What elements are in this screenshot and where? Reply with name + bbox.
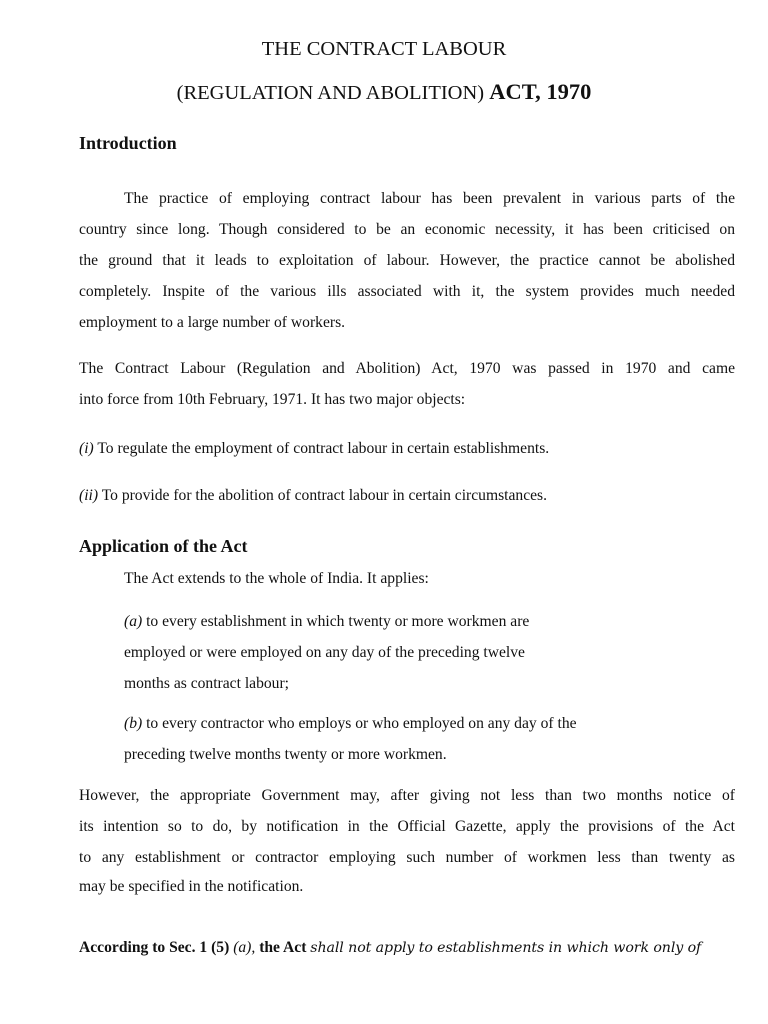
- title-act-year: ACT, 1970: [489, 79, 592, 104]
- document-title-line-1: THE CONTRACT LABOUR: [261, 38, 507, 60]
- item-text: to every contractor who employs or who employed on any day of the: [146, 715, 577, 732]
- application-item-b-line: [124, 714, 577, 734]
- section-1-5-line: [79, 938, 701, 958]
- intro-para1-line: country since long. Though considered to be an economic necessity, it has been criticised on: [79, 221, 735, 238]
- intro-para2-line: The Contract Labour (Regulation and Abolition) Act, 1970 was passed in 1970 and came: [79, 360, 735, 377]
- section-reference: According to Sec. 1 (5): [79, 939, 230, 956]
- exemption-text: shall not apply to establishments in which work only of: [310, 940, 702, 956]
- application-item-a-line: [124, 612, 529, 632]
- object-item-1: [79, 439, 549, 459]
- application-item-a-line: employed or were employed on any day of the preceding twelve: [124, 644, 525, 661]
- intro-para2-line: into force from 10th February, 1971. It has two major objects:: [79, 391, 466, 408]
- application-para-line: to any establishment or contractor employing such number of workmen less than twenty as: [79, 849, 735, 866]
- document-title-line-2: [0, 79, 768, 105]
- object-marker: (i): [79, 440, 94, 457]
- item-text: to every establishment in which twenty or more workmen are: [146, 613, 530, 630]
- clause-marker: (a),: [233, 939, 256, 956]
- item-marker: (b): [124, 715, 143, 732]
- application-para-line: its intention so to do, by notification in the Official Gazette, apply the provisions of the Act: [79, 818, 735, 835]
- object-text: To provide for the abolition of contract labour in certain circumstances.: [101, 487, 548, 504]
- application-heading: Application of the Act: [79, 536, 248, 556]
- intro-para1-line: completely. Inspite of the various ills associated with it, the system provides much needed: [79, 283, 735, 300]
- object-text: To regulate the employment of contract labour in certain establishments.: [97, 440, 550, 457]
- object-item-2: [79, 486, 547, 506]
- application-item-a-line: months as contract labour;: [124, 675, 289, 692]
- intro-para1-line: The practice of employing contract labour has been prevalent in various parts of the: [124, 190, 735, 207]
- intro-para1-line: employment to a large number of workers.: [79, 314, 346, 331]
- application-para-line: may be specified in the notification.: [79, 878, 304, 895]
- application-item-b-line: preceding twelve months twenty or more workmen.: [124, 746, 447, 763]
- object-marker: (ii): [79, 487, 99, 504]
- application-intro: The Act extends to the whole of India. It applies:: [124, 570, 429, 587]
- item-marker: (a): [124, 613, 143, 630]
- introduction-heading: Introduction: [79, 133, 177, 153]
- title-regulation-abolition: (REGULATION AND ABOLITION): [176, 82, 485, 104]
- application-para-line: However, the appropriate Government may, after giving not less than two months notice of: [79, 787, 735, 804]
- act-reference: the Act: [259, 939, 307, 956]
- intro-para1-line: the ground that it leads to exploitation of labour. However, the practice cannot be abolished: [79, 252, 735, 269]
